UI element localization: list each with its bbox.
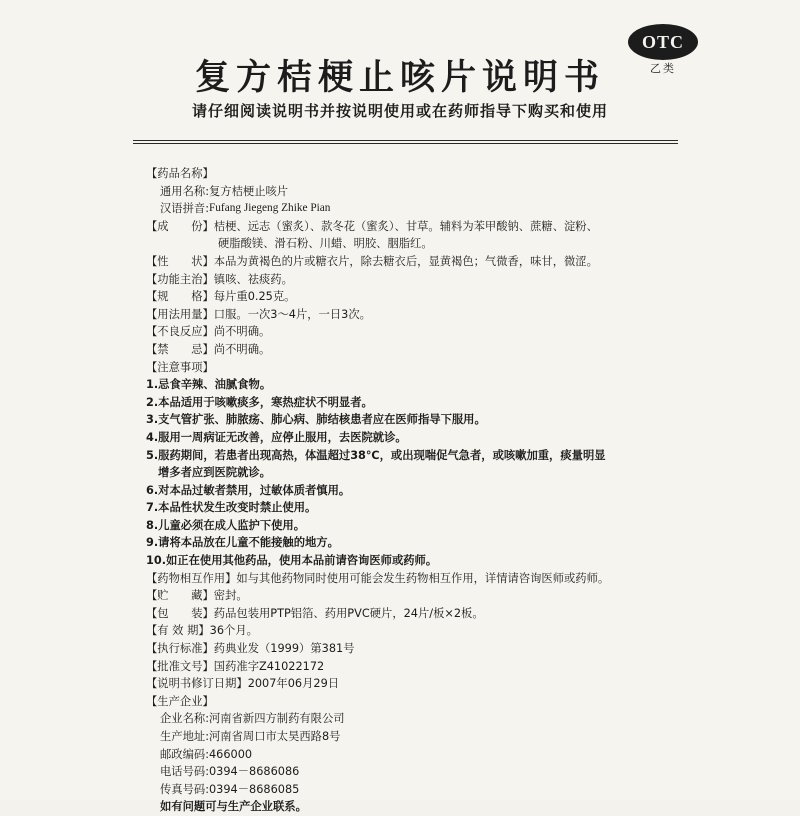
package-label: 【包 装】 [146,606,214,620]
validity-value: 36个月。 [209,624,258,638]
interaction-label: 【药物相互作用】 [146,571,237,585]
document-subtitle: 请仔细阅读说明书并按说明使用或在药师指导下购买和使用 [191,102,608,120]
fax-label: 传真号码: [160,782,209,796]
ingredients-value-1: 桔梗、远志（蜜炙）、款冬花（蜜炙）、甘草。辅料为苯甲酸钠、蔗糖、淀粉、 [213,219,598,233]
cautions-header-row [146,359,686,377]
fax-value: 0394－8686085 [209,782,300,796]
adverse-row [146,323,686,341]
contra-label: 【禁 忌】 [146,342,214,356]
usage-row [146,306,686,324]
ingredients-row [146,218,686,236]
package-value: 药品包装用PTP铝箔、药用PVC硬片，24片/板×2板。 [213,606,484,620]
company-label: 企业名称: [160,712,209,726]
company-value: 河南省新四方制药有限公司 [209,712,345,726]
manufacturer-header-row [146,693,686,711]
standard-row [146,640,686,658]
caution-item: 6.对本品过敏者禁用，过敏体质者慎用。 [146,483,351,497]
interaction-value: 如与其他药物同时使用可能会发生药物相互作用，详情请咨询医师或药师。 [236,571,610,585]
pinyin-row [146,200,686,218]
adverse-label: 【不良反应】 [146,325,214,339]
validity-label: 【有 效 期】 [146,624,210,638]
usage-value: 口服。一次3～4片，一日3次。 [213,307,371,321]
manufacturer-label: 【生产企业】 [146,694,214,708]
generic-name-row [146,183,686,201]
standard-label: 【执行标准】 [146,642,214,656]
caution-item: 7.本品性状发生改变时禁止使用。 [146,501,317,515]
storage-row [146,587,686,605]
properties-row [146,253,686,271]
spec-label: 【规 格】 [146,290,214,304]
footer-note: 如有问题可与生产企业联系。 [160,800,307,814]
pinyin-label: 汉语拼音: [160,202,209,216]
storage-value: 密封。 [213,589,248,603]
caution-item: 4.服用一周病证无改善，应停止服用，去医院就诊。 [146,430,407,444]
caution-item: 9.请将本品放在儿童不能接触的地方。 [146,536,339,550]
spec-value: 每片重0.25克。 [213,290,296,304]
phone-label: 电话号码: [160,765,209,779]
generic-name-label: 通用名称: [160,184,209,198]
storage-label: 【贮 藏】 [146,589,214,603]
postcode-label: 邮政编码: [160,747,209,761]
ingredients-label: 【成 份】 [146,219,214,233]
contra-value: 尚不明确。 [213,342,271,356]
adverse-value: 尚不明确。 [213,325,271,339]
caution-item: 10.如正在使用其他药品，使用本品前请咨询医师或药师。 [146,554,438,568]
standard-value: 药典业发（1999）第381号 [213,642,355,656]
caution-item: 1.忌食辛辣、油腻食物。 [146,378,272,392]
caution-item: 2.本品适用于咳嗽痰多，寒热症状不明显者。 [146,395,373,409]
properties-label: 【性 状】 [146,254,214,268]
document-title: 复方桔梗止咳片说明书 [194,58,605,98]
caution-item-continued: 增多者应到医院就诊。 [158,466,271,480]
spec-row [146,288,686,306]
otc-class: 乙类 [650,62,676,75]
address-label: 生产地址: [160,730,209,743]
phone-row [146,763,686,781]
approval-value: 国药准字Z41022172 [213,659,325,673]
validity-row [146,622,686,640]
generic-name-value: 复方桔梗止咳片 [209,184,289,198]
drug-name-section [146,165,686,183]
ingredients-row-2 [146,235,686,253]
postcode-row [146,746,686,764]
drug-name-label: 【药品名称】 [146,167,214,180]
usage-label: 【用法用量】 [146,307,214,321]
indications-row [146,271,686,289]
indications-value: 镇咳、祛痰药。 [213,272,293,286]
caution-item: 3.支气管扩张、肺脓疡、肺心病、肺结核患者应在医师指导下服用。 [146,413,486,427]
address-value: 河南省周口市太昊西路8号 [209,730,341,743]
approval-label: 【批准文号】 [146,659,214,673]
address-row [146,728,686,746]
interaction-row [146,570,686,588]
phone-value: 0394－8686086 [209,765,300,779]
top-rule [133,140,678,141]
caution-item: 8.儿童必须在成人监护下使用。 [146,518,306,532]
indications-label: 【功能主治】 [146,272,214,286]
revision-value: 2007年06月29日 [247,677,340,691]
leaflet-body [146,165,686,816]
cautions-label: 【注意事项】 [146,360,214,374]
approval-row [146,658,686,676]
revision-label: 【说明书修订日期】 [146,677,248,691]
ingredients-value-2: 硬脂酸镁、滑石粉、川蜡、明胶、胭脂红。 [218,237,433,251]
properties-value: 本品为黄褐色的片或糖衣片，除去糖衣后，显黄褐色；气微香，味甘，微涩。 [213,254,598,268]
top-rule-second [133,143,678,144]
otc-badge: OTC [628,24,698,60]
company-row [146,710,686,728]
pinyin-value: Fufang Jiegeng Zhike Pian [209,202,331,215]
caution-item: 5.服药期间，若患者出现高热，体温超过38℃，或出现喘促气急者，或咳嗽加重，痰量明显 [146,448,606,462]
package-row [146,605,686,623]
revision-row [146,675,686,693]
postcode-value: 466000 [209,747,253,761]
fax-row [146,781,686,799]
contra-row [146,341,686,359]
